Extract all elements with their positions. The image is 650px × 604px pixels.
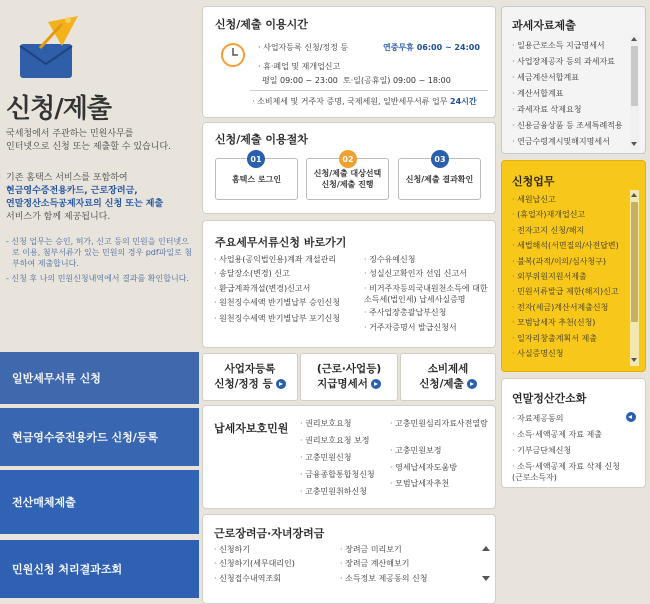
hours-row-2-label: · 휴·폐업 및 재개업신고: [258, 62, 341, 71]
link-finance-combined[interactable]: · 금융종합통합청신청: [300, 469, 375, 480]
link-income-consent[interactable]: · 소득정보 제공동의 신청: [340, 573, 427, 584]
link-residence-cert[interactable]: · 거주자증명서 발급신청서: [364, 322, 457, 333]
step-select: 신청/제출 대상선택 신청/제출 진행: [306, 158, 389, 200]
apply-work-item[interactable]: · 외부위원지원서제출: [512, 269, 626, 284]
procedure-title: 신청/제출 이용절차: [215, 133, 308, 146]
link-eitc-calc[interactable]: · 장려금 계산해보기: [340, 558, 409, 569]
nav-cash-receipt-card[interactable]: 현금영수증전용카드 신청/등록: [0, 408, 199, 466]
link-rights-amend[interactable]: · 권리보호요청 보정: [300, 435, 369, 446]
apply-work-item[interactable]: · 전자고지 신청/해지: [512, 223, 626, 238]
hours-row-1-value: 연중무휴 06:00 ~ 24:00: [383, 43, 480, 52]
step-number-3: 03: [431, 150, 449, 168]
link-collection-deferral[interactable]: · 징수유예신청: [364, 254, 415, 265]
hours-title: 신청/제출 이용시간: [215, 18, 308, 31]
apply-work-list: [512, 192, 626, 364]
apply-work-item[interactable]: · 일자리창출계획서 제출: [512, 331, 626, 346]
scroll-down-icon[interactable]: [631, 142, 637, 146]
hours-weekend: 토·일(공휴일) 09:00 ~ 18:00: [343, 76, 451, 85]
clock-icon: [220, 42, 246, 68]
yearend-item[interactable]: · 소득·세액공제 자료 제출: [512, 429, 602, 440]
chevron-down-icon[interactable]: [482, 576, 490, 581]
info-circle-icon[interactable]: [626, 412, 636, 422]
apply-work-item[interactable]: · 세법해석(서면질의/사전답변): [512, 238, 626, 253]
step-result: 신청/제출 결과확인: [398, 158, 481, 200]
scroll-thumb[interactable]: [631, 202, 638, 322]
apply-work-item[interactable]: · 민원서류발급 제한(해지)신고: [512, 284, 626, 299]
yearend-item[interactable]: · 기부금단체신청: [512, 445, 571, 456]
yearend-title: 연말정산간소화: [512, 392, 587, 405]
page-title: 신청/제출: [6, 94, 111, 124]
link-eitc-preview[interactable]: · 장려금 미리보기: [340, 544, 402, 555]
link-grievance-amend[interactable]: · 고충민원보정: [390, 445, 441, 456]
left-panel: [0, 0, 200, 604]
apply-work-scrollbar[interactable]: [630, 190, 639, 366]
scroll-up-icon[interactable]: [631, 193, 637, 197]
notes: - 신청 업무는 승인, 허가, 신고 등의 민원을 인터넷으로 이용, 첨부서류가 있는 민원의 경우 pdf파일로 첨부하여 제출합니다. - 신청 후 나의 민원신청내역에서 결과를 확인합니다.: [6, 237, 193, 283]
intro-text: 국세청에서 주관하는 민원사무를 인터넷으로 신청 또는 제출할 수 있습니다.: [6, 129, 171, 152]
tax-data-item[interactable]: · 일용근로소득 지급명세서: [512, 40, 605, 51]
divider: [250, 90, 488, 91]
quick-payment-statement[interactable]: (근로·사업등) 지급명세서: [300, 353, 398, 401]
link-model-taxpayer[interactable]: · 모범납세자추천: [390, 478, 449, 489]
envelope-pen-icon: [18, 14, 88, 84]
quick-consumption-tax[interactable]: 소비제세 신청/제출: [400, 353, 496, 401]
nav-general-tax-docs[interactable]: 일반세무서류 신청: [0, 352, 199, 404]
apply-work-item[interactable]: · 모범납세자 추천(신청): [512, 315, 626, 330]
apply-work-item[interactable]: · 세원납신고: [512, 192, 626, 207]
link-eitc-apply[interactable]: · 신청하기: [214, 544, 250, 555]
hours-row-4-label: · 소비제세 및 거주자 증명, 국제세원, 일반세무서류 업무: [252, 97, 448, 106]
apply-work-item[interactable]: · 사실증명신청: [512, 346, 626, 361]
intro-text-2: 기존 홈택스 서비스를 포함하여 현금영수증전용카드, 근로장려금, 연말정산소득공제자료의 신청 또는 제출 서비스가 함께 제공됩니다.: [6, 173, 164, 222]
link-half-year-cancel[interactable]: · 원천징수세액 반기별납부 포기신청: [214, 313, 340, 324]
link-grievance[interactable]: · 고충민원신청: [300, 452, 351, 463]
yearend-item[interactable]: · 자료제공동의: [512, 413, 563, 424]
link-eitc-history[interactable]: · 신청접수내역조회: [214, 573, 281, 584]
hours-weekday: 평일 09:00 ~ 23:00: [262, 76, 338, 85]
chevron-up-icon[interactable]: [482, 546, 490, 551]
nav-result-lookup[interactable]: 민원신청 처리결과조회: [0, 540, 199, 598]
scroll-thumb[interactable]: [631, 46, 638, 106]
link-refund-account[interactable]: · 환급계좌개설(변경)신고서: [214, 283, 310, 294]
step-number-1: 01: [247, 150, 265, 168]
quick-business-reg[interactable]: 사업자등록 신청/정정 등: [202, 353, 298, 401]
yearend-item[interactable]: · 소득·세액공제 자료 삭제 신청 (근로소득자): [512, 461, 630, 483]
arrow-right-icon: [467, 379, 477, 389]
major-docs-title: 주요세무서류신청 바로가기: [215, 236, 347, 249]
apply-work-item[interactable]: · 불복(과적/이의/심사청구): [512, 254, 626, 269]
link-business-account[interactable]: · 사업용(공익법인용)계좌 개설관리: [214, 254, 336, 265]
link-half-year-approve[interactable]: · 원천징수세액 반기별납부 승인신청: [214, 297, 340, 308]
eitc-title: 근로장려금·자녀장려금: [214, 527, 325, 540]
tax-data-item[interactable]: · 과세자료 삭제요청: [512, 104, 581, 115]
tax-data-item[interactable]: · 사업장제공자 등의 과세자료: [512, 56, 615, 67]
scroll-up-icon[interactable]: [631, 37, 637, 41]
step-login: 홈텍스 로그인: [215, 158, 298, 200]
scroll-down-icon[interactable]: [631, 358, 637, 362]
link-eitc-apply-agent[interactable]: · 신청하기(세무대리인): [214, 558, 295, 569]
tax-data-item[interactable]: · 계산서합계표: [512, 88, 563, 99]
hours-row-4-value: 24시간: [450, 97, 477, 106]
link-main-business[interactable]: · 주사업장총괄납부신청: [364, 307, 446, 318]
hours-row-1-label: · 사업자등록 신청/정정 등: [258, 43, 349, 52]
link-nonresident-cert[interactable]: · 비거주자등의국내원천소득에 대한 소득세(법인세) 납세사실증명: [364, 283, 492, 305]
step-number-2: 02: [339, 150, 357, 168]
apply-work-title: 신청업무: [512, 175, 555, 188]
apply-work-item[interactable]: · (휴업자)재개업신고: [512, 207, 626, 222]
nav-electronic-media[interactable]: 전산매체제출: [0, 470, 199, 534]
apply-work-item[interactable]: · 전자(세금)계산서제출신청: [512, 300, 626, 315]
link-rights-request[interactable]: · 권리보호요청: [300, 418, 351, 429]
link-faithful-report[interactable]: · 성실신고확인자 선임 신고서: [364, 268, 467, 279]
tax-data-item[interactable]: · 세금계산서합계표: [512, 72, 579, 83]
link-grievance-preview[interactable]: · 고충민원심리자료사전열람: [390, 418, 490, 429]
tax-data-title: 과세자료제출: [512, 19, 576, 32]
tax-data-item[interactable]: · 신용금융상품 등 조세특례적용: [512, 120, 630, 131]
arrow-right-icon: [371, 379, 381, 389]
arrow-right-icon: [276, 379, 286, 389]
link-grievance-cancel[interactable]: · 고충민원취하신청: [300, 486, 367, 497]
tax-data-scrollbar[interactable]: [630, 34, 639, 150]
tax-data-item[interactable]: · 연금수령계시및해지명세서: [512, 136, 630, 147]
link-delivery-address[interactable]: · 송달장소(변경) 신고: [214, 268, 290, 279]
link-small-taxpayer[interactable]: · 영세납세자도움방: [390, 462, 457, 473]
protection-title: 납세자보호민원: [214, 422, 289, 435]
